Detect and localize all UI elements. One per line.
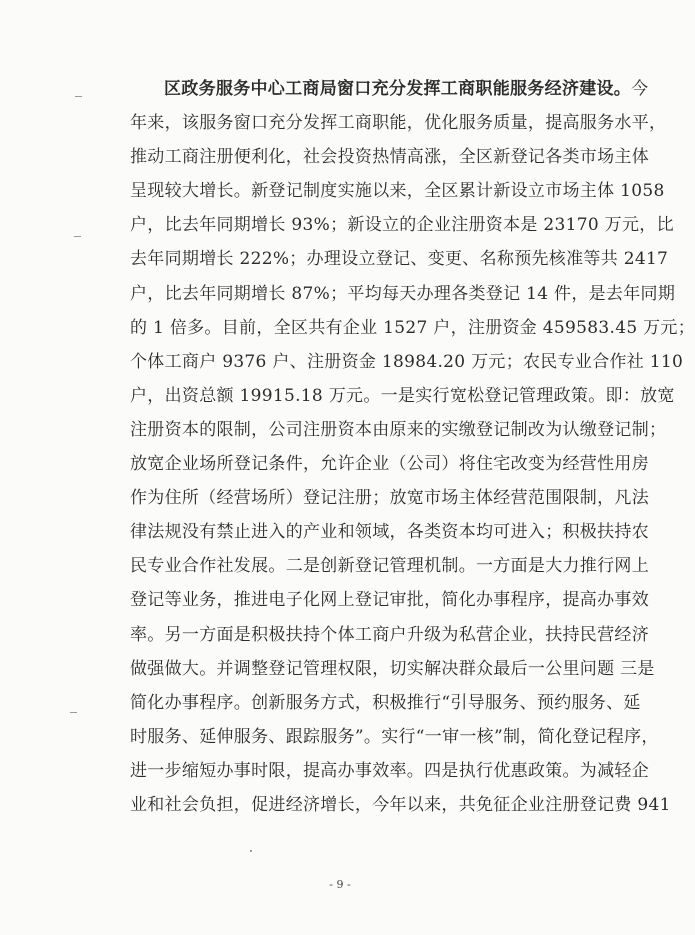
text-line: 做强做大。并调整登记管理权限，切实解决群众最后一公里问题 三是	[130, 658, 655, 679]
text-run: 今	[631, 79, 649, 99]
text-line: 律法规没有禁止进入的产业和领域，各类资本均可进入；积极扶持农	[130, 522, 649, 543]
text-line: 年来，该服务窗口充分发挥工商职能，优化服务质量，提高服务水平，	[130, 113, 667, 134]
text-line: 率。另一方面是积极扶持个体工商户升级为私营企业，扶持民营经济	[130, 624, 649, 645]
text-line: 登记等业务，推进电子化网上登记审批，简化办事程序，提高办事效	[130, 590, 649, 611]
page-number: - 9 -	[329, 878, 351, 891]
text-line: 作为住所（经营场所）登记注册；放宽市场主体经营范围限制，凡法	[130, 488, 649, 509]
body-paragraph	[130, 72, 695, 822]
text-line: 的 1 倍多。目前，全区共有企业 1527 户，注册资金 459583.45 万元；	[130, 317, 695, 338]
text-line: 呈现较大增长。新登记制度实施以来，全区累计新设立市场主体 1058	[130, 181, 665, 202]
text-line: 推动工商注册便利化，社会投资热情高涨，全区新登记各类市场主体	[130, 147, 649, 168]
scan-speck	[75, 96, 82, 97]
paragraph-heading: 区政务服务中心工商局窗口充分发挥工商职能服务经济建设。	[164, 79, 632, 99]
text-line: 简化办事程序。创新服务方式，积极推行“引导服务、预约服务、延	[130, 692, 641, 713]
text-line: 户，比去年同期增长 93%；新设立的企业注册资本是 23170 万元，比	[130, 215, 674, 236]
text-line: 去年同期增长 222%；办理设立登记、变更、名称预先核准等共 2417	[130, 249, 669, 270]
text-line: 注册资本的限制，公司注册资本由原来的实缴登记制改为认缴登记制；	[130, 419, 667, 440]
scan-speck	[74, 236, 81, 237]
text-line: 业和社会负担，促进经济增长，今年以来，共免征企业注册登记费 941	[130, 794, 671, 815]
scan-speck	[250, 850, 252, 852]
text-line: 户，出资总额 19915.18 万元。一是实行宽松登记管理政策。即：放宽	[130, 385, 675, 406]
text-line: 进一步缩短办事时限，提高办事效率。四是执行优惠政策。为减轻企	[130, 760, 649, 781]
text-line: 时服务、延伸服务、跟踪服务”。实行“一审一核”制，简化登记程序，	[130, 726, 659, 747]
text-line: 户，比去年同期增长 87%；平均每天办理各类登记 14 件，是去年同期	[130, 283, 676, 304]
text-line: 放宽企业场所登记条件，允许企业（公司）将住宅改变为经营性用房	[130, 454, 649, 475]
scan-speck	[70, 712, 77, 713]
text-line	[130, 72, 649, 106]
text-line: 民专业合作社发展。二是创新登记管理机制。一方面是大力推行网上	[130, 556, 649, 577]
text-line: 个体工商户 9376 户、注册资金 18984.20 万元；农民专业合作社 110	[130, 351, 684, 372]
